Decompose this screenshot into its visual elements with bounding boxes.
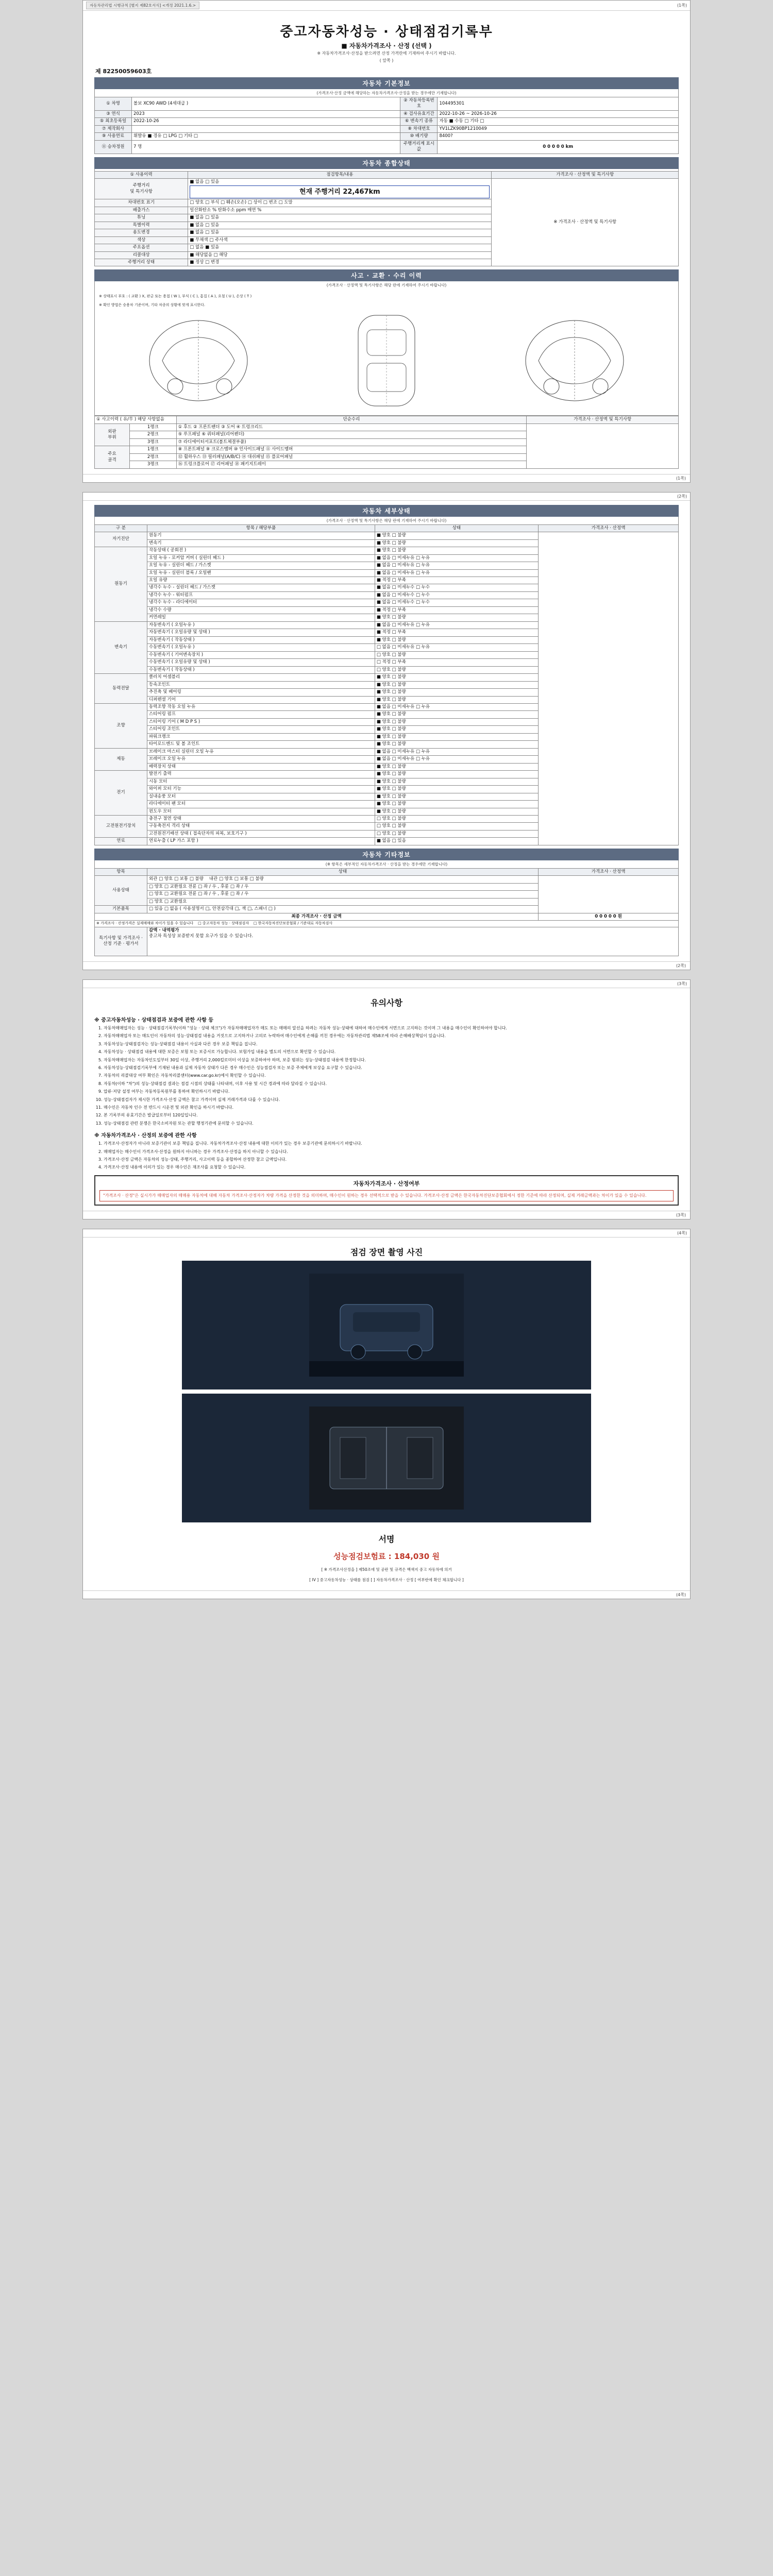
validity-value: 2022-10-26 ~ 2026-10-26 bbox=[438, 110, 679, 117]
detail-item-state[interactable]: ■ 양호 □ 불량 bbox=[375, 718, 538, 725]
term-item: 5. 자동차매매업자는 자동차인도일부터 30일 이상, 주행거리 2,000킬로미터 이상을 보증하여야 하며, 보증 범위는 성능·상태점검 내용에 한정합니다. bbox=[104, 1057, 679, 1063]
basic-info-table bbox=[94, 97, 679, 154]
page-number-1: (1쪽) bbox=[677, 3, 687, 8]
other-table bbox=[94, 868, 679, 956]
section-accident: 사고 · 교환 · 수리 이력 bbox=[94, 269, 679, 281]
diagram-guide-2: ※ 확인 방법은 승용차 기준이며, 기타 차종의 상황에 맞게 표시한다. bbox=[99, 302, 206, 307]
detail-group-label: 고전원전기장치 bbox=[95, 816, 147, 838]
other-row-wheel: □ 양호 □ 교환필요 전륜 □ 좌 / 우 , 후륜 □ 좌 / 우 bbox=[147, 883, 538, 890]
detail-item-label: 브레이크 마스터 실린더 오일 누유 bbox=[147, 748, 375, 755]
other-col-item: 항목 bbox=[95, 868, 147, 875]
term-item: 9. 압류·저당 설정 여부는 자동차등록원부를 통하여 확인하시기 바랍니다. bbox=[104, 1089, 679, 1095]
term-item: 13. 성능·상태점검 관련 분쟁은 한국소비자원 또는 관할 행정기관에 문의할 수 있습니다. bbox=[104, 1121, 679, 1127]
term-item: 11. 매수인은 자동차 인수 전 반드시 시운전 및 외관 확인을 하시기 바랍니다. bbox=[104, 1105, 679, 1111]
detail-item-state[interactable]: □ 양호 □ 불량 bbox=[375, 666, 538, 673]
detail-item-label: 작동상태 ( 공회전 ) bbox=[147, 547, 375, 554]
section-basic-info: 자동차 기본정보 bbox=[94, 77, 679, 89]
term-item: 7. 자동차의 리콜대상 여부 확인은 자동차리콜센터(www.car.go.kr)에서 확인할 수 있습니다. bbox=[104, 1073, 679, 1079]
detail-item-state[interactable]: ■ 없음 □ 미세누수 □ 누수 bbox=[375, 584, 538, 591]
terms-title: 유의사항 bbox=[371, 998, 402, 1008]
detail-item-state[interactable]: ■ 없음 □ 미세누유 □ 누유 bbox=[375, 703, 538, 710]
detail-item-state[interactable]: ■ 없음 □ 미세누수 □ 누수 bbox=[375, 599, 538, 606]
detail-item-label: 스티어링 조인트 bbox=[147, 726, 375, 733]
reg-number-label: ② 자동차등록번호 bbox=[400, 97, 438, 111]
detail-item-label: 냉각수 누수 - 워터펌프 bbox=[147, 591, 375, 599]
detail-item-state[interactable]: ■ 양호 □ 불량 bbox=[375, 778, 538, 785]
year-value: 2023 bbox=[132, 110, 400, 117]
page-2-header bbox=[83, 493, 690, 501]
detail-item-label: 충전구 절연 상태 bbox=[147, 816, 375, 823]
detail-item-label: 등속조인트 bbox=[147, 681, 375, 688]
term-item: 2. 자동차매매업자 또는 매도인이 자동차의 성능·상태점검 내용을 거짓으로 고지하거나 고의로 누락하여 매수인에게 손해를 끼친 경우에는 자동차관리법 제58조에 따라 손해배상책임이 있습니다. bbox=[104, 1033, 679, 1039]
col-use-history: ① 사용이력 bbox=[95, 171, 188, 178]
inspection-photo-front bbox=[182, 1261, 591, 1389]
detail-item-label: 수동변속기 ( 작동상태 ) bbox=[147, 666, 375, 673]
detail-table bbox=[94, 524, 679, 845]
detail-item-label: 변속기 bbox=[147, 539, 375, 547]
accident-col-simple: 단순수리 bbox=[176, 416, 527, 423]
row-emission-content: 일산화탄소 % 탄화수소 ppm 매연 % bbox=[188, 207, 492, 214]
detail-item-label: 실내송풍 모터 bbox=[147, 793, 375, 800]
page-title: 중고자동차성능 · 상태점검기록부 bbox=[280, 24, 493, 40]
reg-number-value: 104495301 bbox=[438, 97, 679, 111]
page-2 bbox=[82, 492, 691, 970]
remark-cell bbox=[147, 927, 678, 956]
page-1-footer-mark: (1쪽) bbox=[676, 476, 686, 481]
page-1 bbox=[82, 0, 691, 483]
other-row-exterior bbox=[147, 876, 538, 883]
panel-items-2: ⑤ 루프패널 ⑥ 쿼터패널(리어펜더) bbox=[176, 431, 527, 438]
term-item: 4. 가격조사·산정 내용에 이의가 있는 경우 매수인은 재조사를 요청할 수 있습니다. bbox=[104, 1164, 679, 1171]
page-4-footer bbox=[83, 1590, 690, 1599]
other-row-glass: □ 양호 □ 교환필요 bbox=[147, 898, 538, 905]
accident-history-table bbox=[94, 416, 679, 468]
row-extra-label: 주행거리 상태 bbox=[95, 259, 188, 266]
page-3 bbox=[82, 979, 691, 1219]
insurance-fee-value: 184,030 원 bbox=[394, 1552, 440, 1562]
detail-item-label: 클러치 어셈블리 bbox=[147, 674, 375, 681]
fuel-value: 휘발유 ■ 경유 □ LPG □ 기타 □ bbox=[132, 133, 400, 140]
detail-item-state[interactable]: □ 양호 □ 불량 bbox=[375, 816, 538, 823]
overall-price-cell bbox=[492, 179, 679, 266]
detail-item-state[interactable]: ■ 양호 □ 불량 bbox=[375, 614, 538, 621]
term-item: 1. 자동차매매업자는 성능 · 상태점검기록부(이하 "성능 · 상태 체크")가 자동차매매업자가 매도 또는 매매의 알선을 하려는 자동차 성능·상태에 대하여 매수인에게 서면으로 고지하는 것이며 그 내용을 매수인이 확인하여야 합니다. bbox=[104, 1025, 679, 1031]
row-special-content: ■ 없음 □ 있음 bbox=[188, 222, 492, 229]
detail-item-label: 고전원전기배선 상태 ( 접속단자의 피복, 보호기구 ) bbox=[147, 830, 375, 837]
panel-rank-1: 1랭크 bbox=[129, 423, 176, 431]
row-extra-content: ■ 정상 □ 변경 bbox=[188, 259, 492, 266]
section-other: 자동차 기타정보 bbox=[94, 849, 679, 860]
odometer-value: 0 0 0 0 0 km bbox=[438, 140, 679, 154]
overall-price-note: ※ 가격조사 · 산정액 및 특기사항 bbox=[553, 219, 617, 225]
panel-rank-3: 3랭크 bbox=[129, 438, 176, 446]
checker-option-2[interactable]: □ 한국자동차진단보증협회 / 기준대로 자동차검사 bbox=[253, 921, 333, 926]
panel-section-label: 외판 부위 bbox=[95, 423, 130, 446]
page-2-footer-mark: (2쪽) bbox=[676, 963, 686, 969]
section-detail-note: (가격조사 · 산정액 및 특기사항은 해당 란에 기재하여 주시기 바랍니다) bbox=[94, 517, 679, 524]
row-color-label: 색상 bbox=[95, 236, 188, 244]
detail-group-label: 변속기 bbox=[95, 621, 147, 673]
detail-item-label: 윈도우 모터 bbox=[147, 808, 375, 815]
mileage-display: 현재 주행거리 22,467km bbox=[190, 185, 490, 199]
detail-item-label: 오일 누유 - 로커암 커버 ( 실린더 헤드 ) bbox=[147, 554, 375, 562]
detail-group-label: 동력전달 bbox=[95, 674, 147, 704]
page-4-footer-mark: (4쪽) bbox=[676, 1592, 686, 1598]
car-diagram-side-left bbox=[139, 309, 258, 412]
frame-rank-2: 2랭크 bbox=[129, 453, 176, 461]
detail-item-label: 스티어링 펌프 bbox=[147, 711, 375, 718]
detail-item-state[interactable]: ■ 양호 □ 불량 bbox=[375, 808, 538, 815]
detail-table-body bbox=[95, 532, 679, 845]
detail-item-state[interactable]: ■ 없음 □ 미세누유 □ 누유 bbox=[375, 748, 538, 755]
detail-item-state[interactable]: ■ 없음 □ 미세누유 □ 누유 bbox=[375, 569, 538, 577]
detail-item-state[interactable]: ■ 양호 □ 불량 bbox=[375, 771, 538, 778]
total-price-value: 0 0 0 0 0 원 bbox=[539, 913, 679, 920]
term-item: 1. 가격조사·산정자가 아니라 보증기관이 보증 책임을 집니다. 자동차가격조사·산정 내용에 대한 이의가 있는 경우 보증기관에 문의하시기 바랍니다. bbox=[104, 1141, 679, 1147]
detail-item-label: 냉각수 수량 bbox=[147, 606, 375, 614]
frame-items-3: ⑯ 트렁크플로어 ⑰ 리어패널 ⑱ 패키지트레이 bbox=[176, 461, 527, 468]
validity-label: ④ 검사유효기간 bbox=[400, 110, 438, 117]
other-price-cell bbox=[539, 876, 679, 913]
detail-item-state[interactable]: ■ 양호 □ 불량 bbox=[375, 763, 538, 770]
total-price-note-text: ※ 가격조사 · 산정가격은 실제매매와 차이가 있을 수 있습니다 bbox=[96, 921, 194, 926]
detail-item-state[interactable]: ■ 없음 □ 미세누수 □ 누수 bbox=[375, 591, 538, 599]
vin-value: YV1LZK90BP1210049 bbox=[438, 125, 679, 132]
detail-item-label: 추진축 및 베어링 bbox=[147, 689, 375, 696]
detail-item-state[interactable]: ■ 적정 □ 부족 bbox=[375, 629, 538, 636]
detail-item-state[interactable]: □ 없음 □ 미세누유 □ 누유 bbox=[375, 644, 538, 651]
detail-item-label: 파워크랭크 bbox=[147, 733, 375, 740]
detail-item-state[interactable]: ■ 없음 □ 미세누유 □ 누유 bbox=[375, 621, 538, 629]
term-item: 10. 성능·상태점검자가 제시한 가격조사·산정 금액은 참고 가격이며 실제 거래가격과 다를 수 있습니다. bbox=[104, 1097, 679, 1103]
car-diagrams bbox=[98, 309, 675, 412]
frame-rank-3: 3랭크 bbox=[129, 461, 176, 468]
frame-items-1: ⑧ 프론트패널 ⑨ 크로스멤버 ⑩ 인사이드패널 ⑪ 사이드멤버 bbox=[176, 446, 527, 453]
detail-item-state[interactable]: □ 양호 □ 불량 bbox=[375, 823, 538, 830]
detail-item-state[interactable]: ■ 없음 □ 미세누유 □ 누유 bbox=[375, 756, 538, 763]
valuation-callout-title: 자동차가격조사 · 산정여부 bbox=[353, 1180, 420, 1187]
maker-label: ⑦ 제작회사 bbox=[95, 125, 132, 132]
photo-front-svg bbox=[309, 1274, 464, 1377]
signature-title: 서명 bbox=[378, 1534, 395, 1545]
frame-section-label: 주요 골격 bbox=[95, 446, 130, 468]
panel-rank-2: 2랭크 bbox=[129, 431, 176, 438]
other-col-state: 상태 bbox=[147, 868, 538, 875]
detail-item-state[interactable]: ■ 양호 □ 불량 bbox=[375, 674, 538, 681]
seats-value: 7 명 bbox=[132, 140, 400, 154]
row-mileage-content bbox=[188, 179, 492, 199]
row-emission-label: 배출가스 bbox=[95, 207, 188, 214]
insurance-fee-label: 성능점검보험료 : bbox=[333, 1552, 392, 1562]
page-3-footer-mark: (3쪽) bbox=[676, 1213, 686, 1218]
panel-items-1: ① 후드 ② 프론트팬더 ③ 도어 ④ 트렁크리드 bbox=[176, 423, 527, 431]
detail-item-label: 구동축전지 격리 상태 bbox=[147, 823, 375, 830]
photo-underbody-svg bbox=[309, 1406, 464, 1510]
section-detail: 자동차 세부상태 bbox=[94, 505, 679, 517]
row-color-content: ■ 무채색 □ 주사색 bbox=[188, 236, 492, 244]
other-col-price: 가격조사 · 산정액 bbox=[539, 868, 679, 875]
row-recall-content: ■ 해당없음 □ 해당 bbox=[188, 251, 492, 259]
car-name-label: ① 차명 bbox=[95, 97, 132, 111]
detail-item-label: 오일 누유 - 실린더 블록 / 오일팬 bbox=[147, 569, 375, 577]
detail-item-state[interactable]: □ 적정 □ 부족 bbox=[375, 659, 538, 666]
exterior-label: 외관 bbox=[148, 876, 158, 882]
page-3-footer bbox=[83, 1211, 690, 1219]
row-special-label: 특별이력 bbox=[95, 222, 188, 229]
remark-label: 특기사항 및 가격조사 · 산정 기준 · 평가서 bbox=[95, 927, 147, 956]
detail-item-label: 자동변속기 ( 작동상태 ) bbox=[147, 636, 375, 643]
detail-group-label: 조향 bbox=[95, 703, 147, 748]
first-reg-value: 2022-10-26 bbox=[132, 118, 400, 125]
page-number-4: (4쪽) bbox=[677, 1231, 687, 1236]
transmission-value: 자동 ■ 수동 □ 기타 □ bbox=[438, 118, 679, 125]
detail-col-item: 항목 / 해당부품 bbox=[147, 524, 375, 532]
section-other-note: (※ 항목은 세부적인 자동차가격조사 · 산정을 받는 경우에만 기재합니다) bbox=[94, 860, 679, 868]
detail-price-cell bbox=[539, 532, 679, 845]
detail-item-state[interactable]: ■ 양호 □ 불량 bbox=[375, 793, 538, 800]
page-2-footer bbox=[83, 961, 690, 970]
car-diagram-top bbox=[340, 309, 433, 412]
detail-item-state[interactable]: ■ 적정 □ 부족 bbox=[375, 577, 538, 584]
appearance-group-label: 사용상태 bbox=[95, 876, 147, 906]
detail-item-state[interactable]: ■ 양호 □ 불량 bbox=[375, 636, 538, 643]
detail-item-state[interactable]: ■ 양호 □ 불량 bbox=[375, 733, 538, 740]
detail-item-state[interactable]: ■ 양호 □ 불량 bbox=[375, 711, 538, 718]
page-3-header bbox=[83, 980, 690, 988]
form-reference: 자동차관리법 시행규칙 [별지 제82호서식] <개정 2021.1.6.> bbox=[86, 2, 199, 9]
detail-group-label: 원동기 bbox=[95, 547, 147, 622]
vin-label: ⑧ 차대번호 bbox=[400, 125, 438, 132]
detail-item-state[interactable]: ■ 양호 □ 불량 bbox=[375, 726, 538, 733]
detail-item-label: 커먼레일 bbox=[147, 614, 375, 621]
terms-heading-2: ※ 자동차가격조사 · 산정의 보증에 관한 사항 bbox=[94, 1133, 197, 1139]
terms-list-1 bbox=[94, 1025, 679, 1127]
other-row-tire: □ 양호 □ 교환필요 전륜 □ 좌 / 우 , 후륜 □ 좌 / 우 bbox=[147, 891, 538, 898]
detail-item-label: 브레이크 오일 누유 bbox=[147, 756, 375, 763]
detail-group-label: 자기진단 bbox=[95, 532, 147, 547]
document-number: 제 82250059603호 bbox=[95, 68, 152, 75]
detail-item-state[interactable]: ■ 없음 □ 있음 bbox=[375, 838, 538, 845]
col-content: 점검항목/내용 bbox=[188, 171, 492, 178]
panel-items-3: ⑦ 라디에이터서포트(볼트체결부품) bbox=[176, 438, 527, 446]
detail-item-label: 수동변속기 ( 오일유량 및 상태 ) bbox=[147, 659, 375, 666]
detail-item-state[interactable]: ■ 양호 □ 불량 bbox=[375, 786, 538, 793]
detail-item-label: 냉각수 누수 - 라디에이터 bbox=[147, 599, 375, 606]
detail-item-label: 수동변속기 ( 오일누유 ) bbox=[147, 644, 375, 651]
detail-item-label: 연료누출 ( LP 가스 포함 ) bbox=[147, 838, 375, 845]
terms-list-2 bbox=[94, 1141, 679, 1171]
detail-item-state[interactable]: ■ 적정 □ 부족 bbox=[375, 606, 538, 614]
row-tuning-content: ■ 없음 □ 있음 bbox=[188, 214, 492, 222]
detail-row bbox=[95, 532, 679, 539]
valuation-callout bbox=[94, 1175, 679, 1206]
detail-item-state[interactable]: ■ 양호 □ 불량 bbox=[375, 801, 538, 808]
row-recall-label: 리콜대상 bbox=[95, 251, 188, 259]
detail-item-label: 수동변속기 ( 기어변속장치 ) bbox=[147, 651, 375, 658]
detail-item-label: 오일 누유 - 실린더 헤드 / 가스켓 bbox=[147, 562, 375, 569]
accident-col-price: 가격조사 · 산정액 및 특기사항 bbox=[527, 416, 679, 423]
section-accident-note: (가격조사 · 산정액 및 특기사항은 해당 란에 기재하여 주시기 바랍니다) bbox=[94, 281, 679, 289]
detail-item-state[interactable]: ■ 없음 □ 미세누유 □ 누유 bbox=[375, 554, 538, 562]
accident-diagram-area bbox=[94, 289, 679, 416]
first-reg-label: ⑤ 최초등록일 bbox=[95, 118, 132, 125]
doc-subtitle: ■ 자동차가격조사 · 산정 (선택 ) bbox=[341, 42, 432, 49]
frame-items-2: ⑫ 휠하우스 ⑬ 필러패널(A/B/C) ⑭ 대쉬패널 ⑮ 플로어패널 bbox=[176, 453, 527, 461]
footnote-2: [ ⅠⅤ ] 중고자동차성능 · 상태를 점검 [ ] 자동차가격조사 · 산정 [ 여부란에 확인 체크합니다 ] bbox=[309, 1578, 464, 1583]
row-mileage-label: 주행거리 및 특기사항 bbox=[95, 179, 188, 199]
total-price-label-text: 최종 가격조사 · 산정 금액 bbox=[291, 913, 342, 919]
insurance-fee bbox=[94, 1548, 679, 1565]
term-item: 3. 가격조사·산정 금액은 자동차의 성능·상태, 주행거리, 사고이력 등을 종합하여 산정한 참고 금액입니다. bbox=[104, 1157, 679, 1163]
detail-item-label: 발전기 출력 bbox=[147, 771, 375, 778]
photos-title: 점검 장면 촬영 사진 bbox=[350, 1247, 423, 1258]
exterior-state: □ 양호 □ 보통 □ 불량 bbox=[159, 876, 204, 882]
detail-group-label: 제동 bbox=[95, 748, 147, 770]
row-vin-label: 차대번호 표기 bbox=[95, 199, 188, 207]
term-item: 3. 자동차성능·상태점검자는 성능·상태점검 내용이 사실과 다른 경우 보증 책임을 집니다. bbox=[104, 1041, 679, 1047]
page-1-header bbox=[83, 1, 690, 11]
overall-table bbox=[94, 171, 679, 267]
interior-state: □ 양호 □ 보통 □ 불량 bbox=[219, 876, 264, 882]
detail-item-state[interactable]: ■ 양호 □ 불량 bbox=[375, 689, 538, 696]
section-overall: 자동차 종합상태 bbox=[94, 157, 679, 169]
odometer-label: 주행거리계 표시값 bbox=[400, 140, 438, 154]
seats-label: ⑪ 승차정원 bbox=[95, 140, 132, 154]
car-name-value: 볼보 XC90 AWD (4세대급 ) bbox=[132, 97, 400, 111]
detail-item-label: 배력장치 상태 bbox=[147, 763, 375, 770]
detail-item-state[interactable]: ■ 양호 □ 불량 bbox=[375, 681, 538, 688]
detail-item-state[interactable]: ■ 양호 □ 불량 bbox=[375, 539, 538, 547]
detail-item-label: 스티어링 기어 ( M D P S ) bbox=[147, 718, 375, 725]
detail-item-label: 자동변속기 ( 오일누유 ) bbox=[147, 621, 375, 629]
row-usechange-content: ■ 없음 □ 있음 bbox=[188, 229, 492, 236]
detail-item-label: 오일 유량 bbox=[147, 577, 375, 584]
col-price: 가격조사 · 산정액 및 특기사항 bbox=[492, 171, 679, 178]
row-vin-content: □ 양호 □ 부식 □ 훼손(오손) □ 상이 □ 변조 □ 도말 bbox=[188, 199, 492, 207]
remark-text: 중고차 특성상 보증받지 못할 요구가 있을 수 있습니다. bbox=[148, 934, 254, 939]
diagram-guide-1: ※ 상태표시 부호 : ( 교환 ) X, 판금 또는 용접 ( W ), 부식 ( C ), 흠집 ( A ), 요철 ( U ), 손상 ( T ) bbox=[99, 294, 252, 299]
accident-price-cell bbox=[527, 423, 679, 468]
detail-item-label: 디퍼렌셜 기어 bbox=[147, 696, 375, 703]
detail-item-state[interactable]: □ 양호 □ 불량 bbox=[375, 830, 538, 837]
detail-item-label: 라디에이터 팬 모터 bbox=[147, 801, 375, 808]
basic-items-label: 기본품목 bbox=[95, 906, 147, 913]
total-price-label bbox=[95, 913, 539, 920]
detail-item-label: 타이로드엔드 및 볼 조인트 bbox=[147, 741, 375, 748]
row-tuning-label: 튜닝 bbox=[95, 214, 188, 222]
detail-col-price: 가격조사 · 산정액 bbox=[539, 524, 679, 532]
detail-item-state[interactable]: ■ 양호 □ 불량 bbox=[375, 696, 538, 703]
detail-col-group: 구 분 bbox=[95, 524, 147, 532]
accident-history-label: ① 사고이력 ( 유/무 ) 해당 사항없음 bbox=[95, 416, 177, 423]
detail-group-label: 연료 bbox=[95, 838, 147, 845]
term-item: 8. 자동차(이하 "차")의 성능·상태점검 결과는 점검 시점의 상태를 나타내며, 이후 사용 및 시간 경과에 따라 달라질 수 있습니다. bbox=[104, 1081, 679, 1087]
car-diagram-side-right bbox=[515, 309, 634, 412]
detail-group-label: 전기 bbox=[95, 771, 147, 816]
doc-note-1: ※ 자동차가격조사·산정을 받으려면 산정 가격란에 기재하여 주시기 바랍니다. bbox=[317, 51, 456, 56]
year-label: ③ 연식 bbox=[95, 110, 132, 117]
row-options-content: □ 없음 ■ 있음 bbox=[188, 244, 492, 251]
row-options-label: 주요옵션 bbox=[95, 244, 188, 251]
detail-item-label: 와이퍼 모터 기능 bbox=[147, 786, 375, 793]
transmission-label: ⑥ 변속기 종류 bbox=[400, 118, 438, 125]
term-item: 4. 자동차성능 · 상태점검 내용에 대한 보증은 보험 또는 보증서로 가능합니다. 보험가입 내용을 별도의 서면으로 확인할 수 있습니다. bbox=[104, 1049, 679, 1055]
detail-item-state[interactable]: ■ 양호 □ 불량 bbox=[375, 532, 538, 539]
page-4 bbox=[82, 1229, 691, 1599]
page-number-3: (3쪽) bbox=[677, 981, 687, 987]
section-basic-note: (가격조사·산정 금액에 해당하는 자동차가격조사·산정을 받는 경우에만 기재합니다) bbox=[94, 89, 679, 97]
maker-value bbox=[132, 125, 400, 132]
interior-label: 내관 bbox=[209, 876, 218, 882]
detail-item-label: 시동 모터 bbox=[147, 778, 375, 785]
term-item: 12. 본 기록부의 유효기간은 발급일로부터 120일입니다. bbox=[104, 1112, 679, 1118]
checker-option-1[interactable]: □ 중고자동차 성능 · 상태점검자 bbox=[198, 921, 249, 926]
footnote-1: [ ※ 가격조사산정을 ] 제50조에 및 공란 및 규격은 백색지 중고 자동차에 의거 bbox=[321, 1567, 452, 1572]
detail-item-label: 냉각수 누수 - 실린더 헤드 / 가스켓 bbox=[147, 584, 375, 591]
detail-item-label: 원동기 bbox=[147, 532, 375, 539]
detail-item-state[interactable]: ■ 양호 □ 불량 bbox=[375, 547, 538, 554]
total-price-note bbox=[95, 921, 679, 927]
detail-item-state[interactable]: □ 양호 □ 불량 bbox=[375, 651, 538, 658]
page-4-header bbox=[83, 1229, 690, 1238]
displacement-value: 8400? bbox=[438, 133, 679, 140]
page-number-2: (2쪽) bbox=[677, 494, 687, 499]
valuation-callout-text: "가격조사 · 산정"은 실시가가 매매업자의 매매용 자동차에 대해 자동차 가격조사·산정자가 차량 가격을 산정한 것을 의미하며, 매수인이 원하는 경우 선택적으로 받을 수 있습니다. 가격조사·산정 금액은 한국자동차진단보증협회에서 정한 기준에 따라 산정되며, 실제 거래금액과는 차이가 있을 수 있습니다. bbox=[99, 1190, 674, 1201]
row-usechange-label: 용도변경 bbox=[95, 229, 188, 236]
displacement-label: ⑩ 배기량 bbox=[400, 133, 438, 140]
terms-heading-1: ※ 중고자동차성능 · 상태점검과 보증에 관한 사항 등 bbox=[94, 1018, 214, 1024]
detail-item-label: 동력조향 작동 오일 누유 bbox=[147, 703, 375, 710]
detail-item-label: 자동변속기 ( 오일유량 및 상태 ) bbox=[147, 629, 375, 636]
detail-item-state[interactable]: ■ 없음 □ 미세누유 □ 누유 bbox=[375, 562, 538, 569]
inspection-photo-underbody bbox=[182, 1394, 591, 1522]
detail-item-state[interactable]: ■ 양호 □ 불량 bbox=[375, 741, 538, 748]
doc-note-2: ( 앞쪽 ) bbox=[379, 58, 394, 63]
term-item: 6. 자동차성능·상태점검기록부에 기재된 내용과 실제 자동차 상태가 다른 경우 매수인은 성능점검자 또는 보증 주체에게 보상을 요구할 수 있습니다. bbox=[104, 1065, 679, 1071]
mileage-state: ■ 없음 □ 있음 bbox=[190, 179, 220, 185]
basic-items-state: □ 있음 □ 없음 ( 사용설명서 □, 안전삼각대 □, 잭 □, 스패너 □ ) bbox=[147, 906, 538, 913]
term-item: 2. 매매업자는 매수인이 가격조사·산정을 원하지 아니하는 경우 가격조사·산정을 하지 아니할 수 있습니다. bbox=[104, 1149, 679, 1155]
page-1-footer bbox=[83, 474, 690, 482]
frame-rank-1: 1랭크 bbox=[129, 446, 176, 453]
fuel-label: ⑨ 사용연료 bbox=[95, 133, 132, 140]
detail-col-state: 상태 bbox=[375, 524, 538, 532]
remark-head: 감액 · 내역평가 bbox=[148, 927, 179, 933]
